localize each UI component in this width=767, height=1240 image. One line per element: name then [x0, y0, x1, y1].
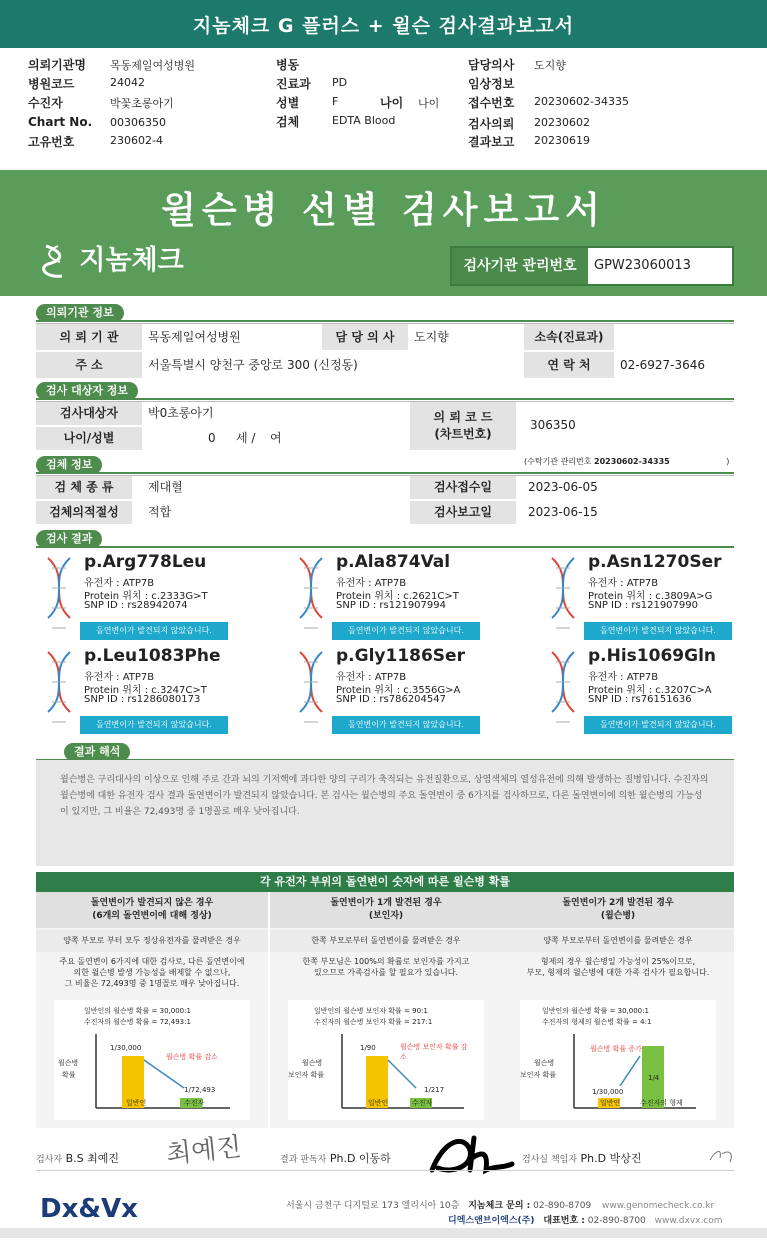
prob-value: 1/90 — [360, 1044, 376, 1052]
prob-note: 윌슨병 보인자 확률 감소 — [400, 1043, 468, 1061]
age-value: 나이 — [418, 97, 440, 110]
dna-helix-icon — [44, 556, 74, 640]
header-label: 성별 — [276, 96, 300, 110]
prob-column-header — [270, 892, 502, 928]
type-label: 검 체 종 류 — [36, 476, 132, 499]
mutation-card — [542, 552, 767, 642]
mutation-card — [290, 646, 530, 736]
mutation-card — [542, 646, 767, 736]
bar-label: 수진자의 형제 — [640, 1099, 683, 1107]
dna-helix-icon — [548, 556, 578, 640]
prob-desc — [510, 956, 726, 978]
prob-chart — [288, 1000, 484, 1120]
code-label-line2: (차트번호) — [434, 427, 492, 441]
tester-signature — [36, 1150, 119, 1166]
section-results: 검사 결과 — [36, 530, 102, 548]
org-value: 목동제일여성병원 — [148, 330, 241, 344]
probability-title: 각 유전자 부위의 돌연변이 숫자에 따른 윌슨병 확률 — [36, 872, 734, 892]
section-divider — [36, 546, 734, 548]
specimen-table — [36, 475, 734, 525]
prob-header-line1: 돌연변이가 1개 발견된 경우 — [330, 898, 442, 908]
prob-chart — [520, 1000, 716, 1120]
mutation-snp: SNP ID : rs121907990 — [588, 600, 698, 611]
fit-value: 적합 — [148, 505, 172, 519]
mutation-status-badge: 돌연변이가 발견되지 않았습니다. — [80, 716, 228, 734]
fit-label: 검체의적절성 — [36, 501, 132, 524]
prob-value: 1/217 — [424, 1086, 445, 1094]
prob-column-none — [36, 892, 268, 1128]
dna-helix-icon — [548, 650, 578, 734]
footer-address: 서울시 금천구 디지털로 173 엘리시아 10층 — [286, 1201, 460, 1211]
prob-desc-line: 주요 돌연변이 6가지에 대한 검사로, 다른 돌연변이에 — [59, 957, 245, 966]
logo-text: 지놈체크 — [79, 245, 184, 276]
bar-label: 일반인 — [368, 1099, 389, 1107]
section-interpretation: 결과 해석 — [64, 743, 130, 761]
mgmt-value: GPW23060013 — [594, 258, 691, 273]
header-value: EDTA Blood — [332, 114, 396, 127]
header-value: 도지향 — [534, 59, 566, 72]
prob-header-line2: (보인자) — [368, 911, 404, 921]
header-value: 박꽃초롱아기 — [110, 97, 174, 110]
mutation-card — [38, 646, 278, 736]
doctor-value: 도지향 — [414, 330, 449, 344]
bar-label: 일반인 — [126, 1099, 147, 1107]
name-label: 검사대상자 — [36, 402, 142, 425]
header-value: 20230602 — [534, 116, 590, 129]
mutation-gene: 유전자 : ATP7B — [588, 672, 659, 683]
bar-label: 일반인 — [600, 1099, 621, 1107]
section-divider — [36, 472, 734, 474]
mutation-gene: 유전자 : ATP7B — [84, 672, 155, 683]
mutation-protein: Protein 위치 : c.3247C>T — [84, 685, 207, 696]
address-value: 서울특별시 양천구 중앙로 300 (신정동) — [148, 358, 358, 372]
header-label: 의뢰기관명 — [28, 58, 86, 72]
footer — [0, 1190, 767, 1230]
mutation-name: p.Leu1083Phe — [84, 646, 221, 666]
top-title: 지놈체크 G 플러스 + 윌슨 검사결과보고서 — [0, 0, 767, 48]
section-institution: 의뢰기관 정보 — [36, 304, 124, 322]
footer-main-phone: 02-890-8700 — [587, 1216, 646, 1226]
mutation-snp: SNP ID : rs76151636 — [588, 694, 692, 705]
prob-desc-line: 한쪽 부모님은 100%의 확률로 보인자를 가지고 — [302, 957, 470, 966]
prob-stat-line: 일반인의 윌슨병 확률 = 30,000:1 — [542, 1007, 649, 1015]
mutation-status-badge: 돌연변이가 발견되지 않았습니다. — [584, 622, 732, 640]
sex-value: 여 — [270, 431, 282, 445]
prob-desc — [44, 956, 260, 989]
prob-case: 한쪽 부모로부터 돌연변이를 물려받은 경우 — [270, 930, 502, 952]
prob-stat-line: 수진자의 형제의 윌슨병 확률 = 4:1 — [542, 1018, 652, 1026]
header-value: 20230619 — [534, 134, 590, 147]
judge-name: Ph.D 이동하 — [329, 1152, 391, 1165]
header-label: 검체 — [276, 115, 300, 129]
mutation-gene: 유전자 : ATP7B — [336, 672, 407, 683]
header-label: 진료과 — [276, 77, 311, 91]
mutation-status-badge: 돌연변이가 발견되지 않았습니다. — [584, 716, 732, 734]
age-value: 0 — [208, 431, 216, 445]
helix-logo-icon — [40, 242, 70, 282]
chief-signature — [522, 1150, 641, 1166]
prob-desc-line: 부모, 형제의 윌슨병에 대한 가족 검사가 필요합니다. — [526, 968, 710, 977]
footer-website: www.genomecheck.co.kr — [602, 1201, 715, 1211]
chief-label: 검사실 책임자 — [522, 1155, 578, 1165]
header-label: 담당의사 — [468, 58, 515, 72]
header-value: 24042 — [110, 76, 145, 89]
mutation-protein: Protein 위치 : c.2621C>T — [336, 591, 459, 602]
prob-desc-line: 있으므로 가족검사를 할 필요가 있습니다. — [313, 968, 459, 977]
prob-value: 1/4 — [648, 1074, 660, 1082]
chief-signature-mark — [708, 1144, 738, 1168]
header-value: 00306350 — [110, 116, 166, 129]
name-value: 박0초롱아기 — [148, 406, 214, 420]
doctor-label: 담 당 의 사 — [322, 324, 408, 350]
genomecheck-logo — [40, 238, 184, 282]
header-label: 병동 — [276, 58, 300, 72]
interpretation-text: 윌슨병은 구리대사의 이상으로 인해 주로 간과 뇌의 기저핵에 과다한 양의 구리가 축적되는 유전질환으로, 상염색체의 열성유전에 의해 발생하는 질병입니다. 수진자의 윌슨병에 대한 유전자 검사 결과 돌연변이가 발견되지 않았습니다. 본 검사는 윌슨병의 주요 돌연변이 중 6가지를 검사하므로, 다른 돌연변이에 의한 윌슨병의 가능성이 있지만, 그 비율은 72,493명 중 1명꼴로 매우 낮아집니다. — [36, 760, 734, 866]
mutation-protein: Protein 위치 : c.2333G>T — [84, 591, 208, 602]
section-divider — [36, 320, 734, 322]
mutation-name: p.His1069Gln — [588, 646, 716, 666]
dxvx-logo: Dx&Vx — [40, 1194, 138, 1224]
prob-ylabel: 보인자 확률 — [520, 1071, 557, 1079]
prob-value: 1/30,000 — [110, 1044, 142, 1052]
header-label: 검사의뢰 — [468, 117, 515, 131]
prob-chart — [54, 1000, 250, 1120]
code-label — [410, 402, 516, 450]
prob-stat-line: 일반인의 윌슨병 확률 = 30,000:1 — [84, 1007, 191, 1015]
prob-desc-line: 그 비율은 72,493명 중 1명꼴로 매우 낮아집니다. — [64, 979, 240, 988]
mutation-gene: 유전자 : ATP7B — [84, 578, 155, 589]
bar-label: 수진자 — [184, 1099, 205, 1107]
prob-header-line2: (윌슨병) — [600, 911, 636, 921]
dna-helix-icon — [296, 556, 326, 640]
header-value: 230602-4 — [110, 134, 163, 147]
report-title: 윌슨병 선별 검사보고서 — [161, 190, 606, 231]
prob-column-two — [502, 892, 734, 1128]
mutation-snp: SNP ID : rs786204547 — [336, 694, 446, 705]
recv-value: 2023-06-05 — [528, 480, 598, 494]
prob-column-header — [36, 892, 268, 928]
prob-case: 양쪽 부모로 부터 모두 정상유전자를 물려받은 경우 — [36, 930, 268, 952]
decrease-arrow — [144, 1060, 184, 1088]
mutation-status-badge: 돌연변이가 발견되지 않았습니다. — [80, 622, 228, 640]
prob-value: 1/72,493 — [184, 1086, 216, 1094]
age-unit: 세 / — [236, 431, 256, 445]
code-value: 306350 — [530, 418, 576, 432]
mutation-gene: 유전자 : ATP7B — [588, 578, 659, 589]
prob-note: 윌슨병 확률 증가 — [590, 1045, 642, 1053]
footer-line2 — [448, 1213, 723, 1226]
footer-line1 — [286, 1198, 714, 1211]
mutation-name: p.Arg778Leu — [84, 552, 207, 572]
footer-bar — [0, 1228, 767, 1238]
tester-name: B.S 최예진 — [65, 1152, 119, 1165]
judge-signature — [280, 1150, 391, 1166]
prob-ylabel: 윌슨병 — [58, 1059, 79, 1067]
header-value: 목동제일여성병원 — [110, 59, 196, 72]
subject-table — [36, 401, 734, 451]
institution-table — [36, 323, 734, 379]
prob-ylabel: 확률 — [62, 1071, 76, 1079]
mgmt-number-box — [450, 246, 734, 286]
footer-company: 디엑스앤브이엑스(주) — [448, 1216, 535, 1226]
header-label: 임상정보 — [468, 77, 515, 91]
decrease-arrow — [388, 1060, 416, 1088]
mutation-gene: 유전자 : ATP7B — [336, 578, 407, 589]
contact-value: 02-6927-3646 — [620, 358, 706, 372]
tester-label: 검사자 — [36, 1155, 63, 1165]
mutation-name: p.Gly1186Ser — [336, 646, 465, 666]
report-date-label: 검사보고일 — [410, 501, 516, 524]
mgmt-note-end: ) — [726, 457, 730, 466]
prob-case: 양쪽 부모로부터 돌연변이를 물려받은 경우 — [502, 930, 734, 952]
prob-stat-line: 일반인의 윌슨병 보인자 확률 = 90:1 — [314, 1007, 428, 1015]
prob-ylabel: 윌슨병 — [302, 1059, 323, 1067]
header-label: Chart No. — [28, 115, 93, 129]
mutation-protein: Protein 위치 : c.3809A>G — [588, 591, 713, 602]
mutation-name: p.Ala874Val — [336, 552, 451, 572]
chief-name: Ph.D 박상진 — [580, 1152, 642, 1165]
mutation-card — [290, 552, 530, 642]
mutation-card — [38, 552, 278, 642]
mutation-protein: Protein 위치 : c.3207C>A — [588, 685, 712, 696]
prob-value: 1/30,000 — [592, 1088, 624, 1096]
header-label: 결과보고 — [468, 135, 515, 149]
section-subject: 검사 대상자 정보 — [36, 382, 138, 400]
mutation-name: p.Asn1270Ser — [588, 552, 722, 572]
header-value: PD — [332, 76, 348, 89]
dna-helix-icon — [296, 650, 326, 734]
tester-handwritten-sign: 최예진 — [164, 1132, 243, 1170]
prob-stat-line: 수진자의 윌슨병 확률 = 72,493:1 — [84, 1018, 191, 1026]
section-divider — [36, 398, 734, 400]
section-specimen: 검체 정보 — [36, 456, 102, 474]
judge-label: 결과 판독자 — [280, 1155, 327, 1165]
age-label: 나이 — [380, 96, 404, 110]
footer-main-label: 대표번호 : — [543, 1216, 585, 1226]
mutation-status-badge: 돌연변이가 발견되지 않았습니다. — [332, 716, 480, 734]
prob-bars — [54, 1000, 250, 1120]
footer-inquiry-label: 지놈체크 문의 : — [468, 1201, 531, 1211]
report-date-value: 2023-06-15 — [528, 505, 598, 519]
mutation-snp: SNP ID : rs28942074 — [84, 600, 188, 611]
type-value: 제대혈 — [148, 480, 183, 494]
dna-helix-icon — [44, 650, 74, 734]
prob-header-line2: (6개의 돌연변이에 대해 정상) — [92, 911, 212, 921]
prob-stat-line: 수진자의 윌슨병 보인자 확률 = 217:1 — [314, 1018, 433, 1026]
signature-divider — [36, 1170, 734, 1171]
prob-desc-line: 의한 윌슨병 발생 가능성을 배제할 수 없으나, — [73, 968, 231, 977]
dept-value — [614, 324, 734, 350]
header-label: 수진자 — [28, 96, 63, 110]
prob-desc-line: 형제의 경우 윌슨병일 가능성이 25%이므로, — [540, 957, 696, 966]
org-label: 의 뢰 기 관 — [36, 324, 142, 350]
increase-arrow — [620, 1056, 640, 1086]
code-label-line1: 의 뢰 코 드 — [433, 410, 493, 424]
header-value: 20230602-34335 — [534, 95, 629, 108]
mgmt-note-value: 20230602-34335 — [594, 457, 670, 466]
mutation-status-badge: 돌연변이가 발견되지 않았습니다. — [332, 622, 480, 640]
footer-inquiry-phone: 02-890-8709 — [533, 1201, 592, 1211]
age-sex-label: 나이/성별 — [36, 427, 142, 450]
header-label: 병원코드 — [28, 77, 75, 91]
prob-column-header — [502, 892, 734, 928]
address-label: 주 소 — [36, 352, 142, 378]
mutation-snp: SNP ID : rs121907994 — [336, 600, 446, 611]
mgmt-note-text: (수탁기관 관리번호 — [524, 457, 592, 466]
prob-header-line1: 돌연변이가 2개 발견된 경우 — [562, 898, 674, 908]
mgmt-label: 검사기관 관리번호 — [452, 248, 588, 284]
header-label: 접수번호 — [468, 96, 515, 110]
mutation-snp: SNP ID : rs1286080173 — [84, 694, 201, 705]
contact-label: 연 락 처 — [524, 352, 614, 378]
header-value: F — [332, 95, 339, 108]
prob-desc — [278, 956, 494, 978]
recv-label: 검사접수일 — [410, 476, 516, 499]
header-label: 고유번호 — [28, 135, 75, 149]
dept-label: 소속(진료과) — [524, 324, 614, 350]
mgmt-note — [524, 456, 729, 467]
prob-header-line1: 돌연변이가 발견되지 않은 경우 — [90, 898, 214, 908]
footer-website2: www.dxvx.com — [654, 1216, 723, 1226]
prob-ylabel: 보인자 확률 — [288, 1071, 325, 1079]
prob-ylabel: 윌슨병 — [534, 1059, 555, 1067]
prob-column-one — [270, 892, 502, 1128]
header-info — [28, 56, 748, 152]
bar-label: 수진자 — [412, 1099, 433, 1107]
mutation-protein: Protein 위치 : c.3556G>A — [336, 685, 461, 696]
prob-note: 윌슨병 확률 감소 — [166, 1053, 218, 1061]
